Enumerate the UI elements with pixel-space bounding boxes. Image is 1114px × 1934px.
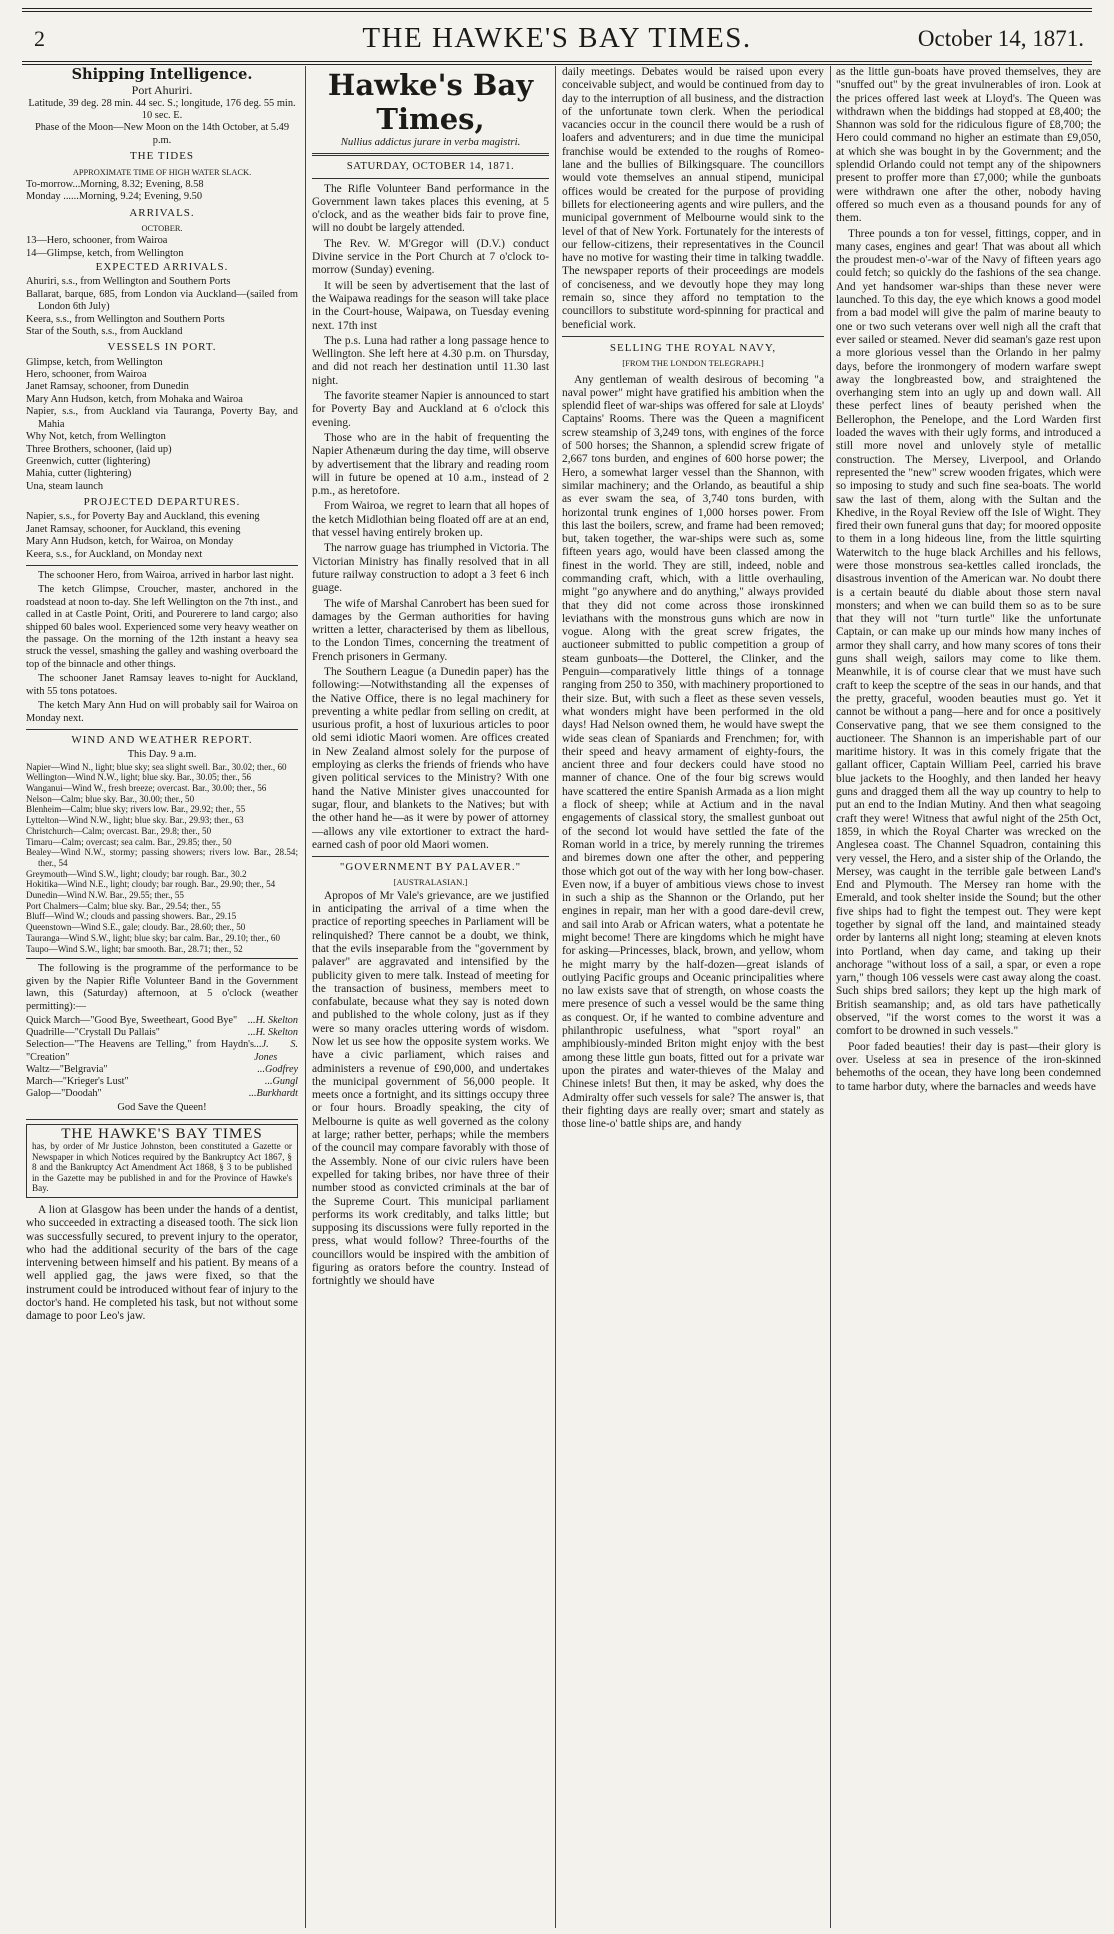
vessel-item: Hero, schooner, from Wairoa — [26, 369, 147, 381]
weather-item: Napier—Wind N., light; blue sky; sea slight swell. Bar., 30.02; ther., 60 — [26, 761, 287, 772]
weather-item: Dunedin—Wind N.W. Bar., 29.55; ther., 55 — [26, 890, 184, 901]
programme-item: March—"Krieger's Lust" ...Gungl — [26, 1075, 298, 1087]
column-divider — [305, 66, 306, 1928]
departure-item: Janet Ramsay, schooner, for Auckland, this evening — [26, 523, 241, 535]
shipping-paragraph: The schooner Janet Ramsay leaves to-night for Auckland, with 55 tons potatoes. — [26, 673, 298, 697]
weather-item: Wellington—Wind N.W., light; blue sky. Bar., 30.05; ther., 56 — [26, 772, 252, 783]
programme-item: Quick March—"Good Bye, Sweetheart, Good Bye" ...H. Skelton — [26, 1014, 298, 1026]
expected-item: Star of the South, s.s., from Auckland — [26, 325, 183, 337]
programme-item: Galop—"Doodah" ...Burkhardt — [26, 1088, 298, 1100]
vessel-item: Three Brothers, schooner, (laid up) — [26, 443, 172, 455]
divider — [312, 178, 549, 179]
departure-item: Napier, s.s., for Poverty Bay and Auckland, this evening — [26, 511, 260, 523]
weather-item: Lyttelton—Wind N.W., light; blue sky. Bar., 29.93; ther., 63 — [26, 815, 244, 826]
news-paragraph: The Rifle Volunteer Band performance in the Government lawn takes places this evening, at 5 o'clock, and as the weather bids fair to prove fine, will no doubt be largely attended. — [312, 182, 549, 235]
column-divider — [555, 66, 556, 1928]
programme-intro: The following is the programme of the performance to be given by the Napier Rifle Volunteer Band in the Government lawn, this (Saturday) afternoon, at 5 o'clock (weather permitting):— — [26, 963, 298, 1012]
divider — [26, 729, 298, 730]
programme-item: Selection—"The Heavens are Telling," from Haydn's "Creation" ...J. S. Jones — [26, 1039, 298, 1063]
article-heading: "GOVERNMENT BY PALAVER." — [339, 861, 522, 874]
editorial-masthead: Hawke's Bay Times, — [327, 68, 534, 136]
weather-item: Tauranga—Wind S.W., light; blue sky; bar calm. Bar., 29.10; ther., 60 — [26, 932, 281, 943]
weather-item: Hokitika—Wind N.E., light; cloudy; bar rough. Bar., 29.90; ther., 54 — [26, 879, 276, 890]
column-3 — [562, 66, 824, 1926]
issue-date: October 14, 1871. — [917, 26, 1084, 51]
weather-item: Wanganui—Wind W., fresh breeze; overcast. Bar., 30.00; ther., 56 — [26, 783, 267, 794]
gazette-notice-title: THE HAWKE'S BAY TIMES — [61, 1125, 263, 1142]
weather-item: Taupo—Wind S.W., light; bar smooth. Bar., 28.71; ther., 52 — [26, 943, 243, 954]
weather-item: Queenstown—Wind S.E., gale; cloudy. Bar., 28.60; ther., 50 — [26, 922, 246, 933]
news-paragraph: It will be seen by advertisement that the last of the Waipawa readings for the season will take place in the Court-house, Waipawa, on Tuesday evening next. 17th inst — [312, 279, 549, 332]
moon-phase: Phase of the Moon—New Moon on the 14th October, at 5.49 p.m. — [34, 122, 290, 146]
weather-item: Blenheim—Calm; blue sky; rivers low. Bar., 29.92; ther., 55 — [26, 804, 246, 815]
motto: Nullius addictus jurare in verba magistri. — [340, 136, 521, 148]
divider — [26, 565, 298, 566]
vessel-item: Glimpse, ketch, from Wellington — [26, 356, 163, 368]
weather-day: This Day. 9 a.m. — [127, 749, 197, 761]
vessel-item: Janet Ramsay, schooner, from Dunedin — [26, 381, 189, 393]
article-paragraph: Any gentleman of wealth desirous of becoming "a naval power" might have gratified his ambition when the splendid fleet of war-ships was offered for sale at Lloyds' Captains' Rooms. There was the Queen a magnificent screw steamship of 3,249 tons, with engines of the force of 500 horses; the Shannon, a splendid screw frigate of 2,667 tons burden, and engines of 600 horse power; the Hero, a somewhat larger vessel than the Shannon, with similar machinery; and the Orlando, as beautiful a ship as ever swam the sea, of 3,740 tons burden, with horizontal trunk engines of 1,000 horses power. From this last the boilers, screw, and frame had been removed; but, taken together, the war-ships were such as, some fifteen years ago, would have been classed among the finest in the world. They are still, indeed, noble and commanding craft, which, with a little overhauling, might "go anywhere and do anything," always provided that they did not come across those ironskinned leviathans with the monstrous guns which are now in vogue. Along with the great screw frigates, the auctioneer submitted to public competition a group of steam gunboats—the Dotterel, the Clinker, and the Penguin—comparatively little things of a tonnage ranging from 250 to 350, with machinery proportioned to their size. But, with such a fleet as these seven vessels, what wonders might have been performed in the old days! Had Nelson owned them, he would have swept the wide seas clean of Spaniards and Frenchmen; for, with their speed and heavy armament of eighty-fours, the ancient three and four deckers could have stood no manner of chance. One of the four big screws would have scattered the entire Spanish Armada as a lion might a flock of sheep; while at Actium and in the naval engagements of classical story, the smallest gunboat out of the second lot would have settled the fate of the Roman world in a trice, by merely running the triremes and biremes down one after the other, and peppering those which got out of the way with her long bow-chaser. Even now, if a buyer of ambitious views chose to invest in such a ship as the Shannon or the Orlando, put her engines in repair, man her with a good dare-devil crew, and sail into Arab or African waters, what a potentate he might become! There are kingdoms which he might have for asking—Princesses, black, brown, and yellow, whom he might marry by the half-dozen—great islands of outlying Pacific groups and Oceanic principalities where no law exists save that of strength, on whose coasts the mere presence of such a vessel would be the same thing as conquest. Or, if he wanted to combine adventure and philanthropic usefulness, what "sport royal" an amphibiously-minded Briton might enjoy with the best among these little gun boats, fitted out for a private war upon the pirates and water-thieves of the Malay and Chinese inlets! But then, it may be asked, why does the Admiralty offer such vessels for sale? The answer is, that their fighting days are really over; smart and stately as those line-o' battle ships are, and handy — [562, 373, 824, 1131]
top-rule — [22, 8, 1092, 9]
expected-heading: EXPECTED ARRIVALS. — [95, 261, 229, 274]
departure-item: Mary Ann Hudson, ketch, for Wairoa, on Monday — [26, 536, 234, 548]
weather-heading: WIND AND WEATHER REPORT. — [71, 733, 253, 746]
divider — [562, 336, 824, 337]
column-divider — [830, 66, 831, 1928]
in-port-heading: VESSELS IN PORT. — [107, 341, 217, 354]
vessel-item: Why Not, ketch, from Wellington — [26, 431, 166, 443]
projected-heading: PROJECTED DEPARTURES. — [83, 496, 241, 509]
divider — [312, 153, 549, 156]
article-source: [FROM THE LONDON TELEGRAPH.] — [622, 358, 764, 369]
article-paragraph: Poor faded beauties! their day is past—their glory is over. Useless at sea in presence of the iron-skinned behemoths of the ocean, they have long been condemned to tame harbor duty, where the barnacles and weeds have — [836, 1040, 1101, 1093]
editorial-date: SATURDAY, OCTOBER 14, 1871. — [346, 160, 515, 173]
news-paragraph: The Rev. W. M'Gregor will (D.V.) conduct Divine service in the Port Church at 7 o'clock to-morrow (Sunday) evening. — [312, 237, 549, 277]
top-rule-2 — [22, 11, 1092, 12]
latitude-line: Latitude, 39 deg. 28 min. 44 sec. S.; longitude, 176 deg. 55 min. 10 sec. E. — [28, 97, 296, 121]
programme-item: Waltz—"Belgravia" ...Godfrey — [26, 1063, 298, 1075]
news-paragraph: The Southern League (a Dunedin paper) has the following:—Notwithstanding all the expenses of the Native Office, there is no legal machinery for preventing a white pedlar from selling on credit, at usurious profit, a host of luxurious articles to poor old semi idiotic Maori women. Are offices created in New Zealand almost solely for the purpose of employing as clerks the friends of friends who have given political services to the Ministry? With one hand the Native Minister gives unaccounted for sugar, flour, and blankets to the Natives; but with the other hand he—as it were by power of attorney—allows any vile extortioner to extract the hard-earned cash of poor old Maori women. — [312, 665, 549, 851]
vessel-item: Mahia, cutter (lightering) — [26, 468, 132, 480]
article-paragraph: as the little gun-boats have proved themselves, they are "snuffed out" by the great invulnerables of iron. Look at the prices offered last week at Lloyd's. The Queen was withdrawn when the biddings had stopped at £8,400; the Shannon was sold for the ridiculous figure of £8,700; the Hero could command no higher an estimate than £9,050, at which she was bought in by the Government; and the splendid Orlando could not tempt any of the shipowners present to proffer more than £7,000; while the gunboats were withdrawn one after the other, nobody having offered so much even as a thousand pounds for any of them. — [836, 66, 1101, 225]
weather-item: Nelson—Calm; blue sky. Bar., 30.00; ther., 50 — [26, 793, 195, 804]
news-paragraph: The p.s. Luna had rather a long passage hence to Wellington. She left here at 4.30 p.m. on Thursday, and did not reach her destination until 11.30 last night. — [312, 334, 549, 387]
column-2 — [312, 66, 549, 1926]
arrival-item: 13—Hero, schooner, from Wairoa — [26, 235, 168, 247]
shipping-paragraph: The ketch Mary Ann Hud on will probably sail for Wairoa on Monday next. — [26, 700, 298, 724]
shipping-paragraph: The ketch Glimpse, Croucher, master, anchored in the roadstead at noon to-day. She left Wellington on the 7th inst., and called in at Castle Point, Oriti, and Pourerere to land cargo; also shipped 60 bales wool. Experienced some very heavy weather on the passage. On the morning of the 12th instant a heavy sea struck the vessel, smashing the galley and washing overboard the top of the binnacle and other things. — [26, 584, 298, 670]
tide-line: Monday ......Morning, 9.24; Evening, 9.50 — [26, 191, 203, 203]
arrivals-month: OCTOBER. — [141, 223, 183, 233]
article-source: [AUSTRALASIAN.] — [393, 877, 468, 888]
programme-item: Quadrille—"Crystall Du Pallais" ...H. Skelton — [26, 1027, 298, 1039]
news-paragraph: From Wairoa, we regret to learn that all hopes of the ketch Midlothian being floated off are at an end, that vessel having entirely broken up. — [312, 500, 549, 540]
god-save-the-queen: God Save the Queen! — [117, 1102, 207, 1114]
departure-item: Keera, s.s., for Auckland, on Monday next — [26, 548, 203, 560]
vessel-item: Una, steam launch — [26, 480, 104, 492]
article-paragraph: Apropos of Mr Vale's grievance, are we justified in anticipating the arrival of a time when the practice of reporting speeches in Parliament will be relinquished? There cannot be a doubt, we think, that the evils inseparable from the "government by palaver" are aggravated and intensified by the publicity given to mere talk. Instead of meeting for the transaction of business, members meet to confabulate, because what they say is noted down and published to the whole colony, just as if they were so many oracles uttering words of wisdom. Now let us see how the opposite system works. We have a civic parliament, which raises and administers a revenue of £90,000, and undertakes the municipal government of 56,000 people. It meets once a fortnight, and its sittings occupy three or four hours. Broadly speaking, the city of Melbourne is quite as well governed as the colony at large; rather better, perhaps; while the members of the council may compare favorably with those of the Assembly. None of our civic rulers have been expelled for taking bribes, nor have three of their number stood as convicted criminals at the bar of the Supreme Court. This municipal parliament performs its work creditably, and talks little; but supposing its discussions were fully reported in the press, what would follow? Three-fourths of the councillors would be inspired with the ambition of figuring as orators before the country. Instead of fortnightly we should have — [312, 889, 549, 1288]
tide-line: To-morrow...Morning, 8.32; Evening, 8.58 — [26, 178, 204, 190]
gazette-notice-text: has, by order of Mr Justice Johnston, been constituted a Gazette or Newspaper in which Notices required by the Bankruptcy Act 1867, § 8 and the Bankruptcy Act Amendment Act 1868, § 3 to be published in the Gazette may be published in and for the Province of Hawke's Bay. — [32, 1141, 292, 1194]
arrivals-heading: ARRIVALS. — [129, 206, 195, 219]
arrival-item: 14—Glimpse, ketch, from Wellington — [26, 247, 184, 259]
vessel-item: Napier, s.s., from Auckland via Tauranga, Poverty Bay, and Mahia — [26, 406, 298, 430]
newspaper-title: THE HAWKE'S BAY TIMES. — [362, 22, 752, 54]
news-paragraph: The wife of Marshal Canrobert has been sued for damages by the German authorities for having written a letter, characterised by them as libellous, to the London Times, concerning the treatment of French prisoners in Germany. — [312, 597, 549, 663]
expected-item: Keera, s.s., from Wellington and Southern Ports — [26, 313, 225, 325]
tides-subheading: APPROXIMATE TIME OF HIGH WATER SLACK. — [72, 167, 252, 177]
news-paragraph: The narrow guage has triumphed in Victoria. The Victorian Ministry has finally resolved that in all future railway construction to adopt a 3 feet 6 inch guage. — [312, 542, 549, 595]
masthead-rule — [22, 61, 1092, 62]
tides-heading: THE TIDES — [129, 150, 195, 163]
shipping-paragraph: The schooner Hero, from Wairoa, arrived in harbor last night. — [38, 570, 294, 582]
divider — [26, 1119, 298, 1120]
column-1 — [26, 66, 298, 1926]
page-number: 2 — [34, 26, 45, 51]
divider — [26, 958, 298, 959]
gazette-notice-box — [26, 1124, 298, 1198]
masthead-rule-2 — [22, 64, 1092, 65]
news-paragraph: The favorite steamer Napier is announced to start for Poverty Bay and Auckland at 6 o'clock this evening. — [312, 390, 549, 429]
vessel-item: Greenwich, cutter (lightering) — [26, 455, 151, 467]
divider — [312, 856, 549, 857]
port-name: Port Ahuriri. — [131, 83, 193, 98]
vessel-item: Mary Ann Hudson, ketch, from Mohaka and Wairoa — [26, 393, 243, 405]
column-4 — [836, 66, 1101, 1926]
expected-item: Ballarat, barque, 685, from London via Auckland—(sailed from London 6th July) — [26, 288, 298, 313]
masthead — [22, 18, 1092, 58]
weather-item: Bluff—Wind W.; clouds and passing showers. Bar., 29.15 — [26, 911, 237, 922]
expected-item: Ahuriri, s.s., from Wellington and Southern Ports — [26, 276, 231, 288]
news-paragraph: Those who are in the habit of frequenting the Napier Athenæum during the day time, will observe by advertisement that the library and reading room will in future be opened at 10 a.m., instead of 2 p.m., as heretofore. — [312, 431, 549, 498]
shipping-heading: Shipping Intelligence. — [71, 66, 253, 83]
weather-item: Christchurch—Calm; overcast. Bar., 29.8; ther., 50 — [26, 825, 212, 836]
weather-item: Port Chalmers—Calm; blue sky. Bar., 29.54; ther., 55 — [26, 900, 221, 911]
lion-paragraph: A lion at Glasgow has been under the hands of a dentist, who succeeded in extracting a diseased tooth. The sick lion was successfully secured, to prevent injury to the operator, who had the additional security of the bars of the cage intervening between himself and his patient. By means of a well applied gag, the jaws were fixed, so that the instrument could be introduced without fear of injury to the doctor's hand. He completed his task, but not without some damage to poor Leo's jaw. — [26, 1204, 298, 1323]
article-paragraph: Three pounds a ton for vessel, fittings, copper, and in many cases, engines and gear! That was about all which the proudest men-o'-war of the Navy of fifteen years ago could fetch; so quickly do the fashions of the sea change. And yet handsomer war-ships than these never were launched. To this day, the eye which knows a good model from a bad model will give the palm of marine beauty to one or two such veterans over well nigh all the craft that ever sailed or steamed. Never did seaman's gaze rest upon a more glorious vessel than the Orlando in her palmy days, before the ironmongery of modern warfare swept away the longbreasted bow, and straightened the overhanging stem into an ugly up and down wall. All these perfect lines of beauty perished when the Bellerophon, the Penelope, and the Lord Warden first loaded the waves with their ugly forms, and introduced a still more novel and unlovely style of metallic construction. The Mersey, Liverpool, and Orlando represented the "new" screw wooden frigates, which were so imposing to study and such fine sea-boats. The world saw the last of them, along with the Sultan and the Khedive, in the Royal Review off the Isle of Wight. They fired their own funeral guns that day; for moored opposite to them in a long hideous line, from the little squirting Waterwitch to the huge black Archilles and his fellows, were those monstrous sea-kettles called ironclads, the disastrous invention of the American war. No doubt there is a certain beauté du diable about those stern naval monsters; and when we can build them so as to be sure that they will not "turn turtle" like the unfortunate Captain, or can make up our minds how many inches of armor they shall carry, and how many scores of tons their guns shall weigh, sailors may come to like them. Meanwhile, it is of course clear that we must have such craft to keep the sceptre of the seas in our hands, and that the pretty, graceful, wooden beauties must go. Yet it cannot be without a pang—here and for once a positively Conservative pang, that we see them consigned to the auctioneer. The Shannon is an imperishable part of our maritime history. It was in this comely frigate that the gallant officer, Captain William Peel, carried his brave blue jackets to the Hooghly, and then landed her heavy guns and dragged them all the way up country to help to put an end to the Indian Mutiny. And then what seagoing craft they were! Witness that awful night of the 25th Oct, 1859, in which the Royal Charter was wrecked on the Anglesea coast. The Channel Squadron, containing this very vessel, the Hero, and a sister ship of the Orlando, the Mersey, was caught in the terrible gale between Land's End and Plymouth. The Mersey ran home with the Emerald, and took shelter inside the Sound; but the other five ships had to fight the tempest out. They were kept together by signal off the land, and maintained steady order by lanterns all night long; steaming at eleven knots into Portland, when day came, and taking up their anchorage "without loss of a sail, a spar, or even a rope yarn," though 106 vessels were cast away along the coast. Such ships bred sailors; they kept up the high mark of British seamanship; and, as old tars have pathetically observed, "if the worst comes to the worst it was a comfort to be drowned in such vessels." — [836, 227, 1101, 1038]
article-paragraph: daily meetings. Debates would be raised upon every conceivable subject, and would be continued from day to day to the interruption of all business, and the distraction of the unfortunate town clerk. When the periodical vacancies occur in the council there would be a rush of loafers and adventurers; and in due time the municipal franchise would be extended to the roughs of Romeo-lane and the bullies of Bilkingsquare. The councillors would vote themselves an annual stipend, municipal offices would be created for the purpose of providing billets for electioneering agents and wire pullers, and the municipal government of Melbourne would sink to the level of that of New York. Fortunately for the interests of our fellow-citizens, their representatives in the Council have no motive for wasting their time in talking twaddle. The newspaper reports of their proceedings are models of conciseness, and we devoutly hope they may long remain so, since they afford no temptation to the councillors to substitute word-spinning for practical and beneficial work. — [562, 66, 824, 331]
weather-item: Greymouth—Wind S.W., light; cloudy; bar rough. Bar., 30.2 — [26, 868, 247, 879]
weather-item: Timaru—Calm; overcast; sea calm. Bar., 29.85; ther., 50 — [26, 836, 232, 847]
article-heading: SELLING THE ROYAL NAVY, — [609, 341, 777, 354]
weather-item: Bealey—Wind N.W., stormy; passing showers; rivers low. Bar., 28.54; ther., 54 — [26, 847, 298, 868]
